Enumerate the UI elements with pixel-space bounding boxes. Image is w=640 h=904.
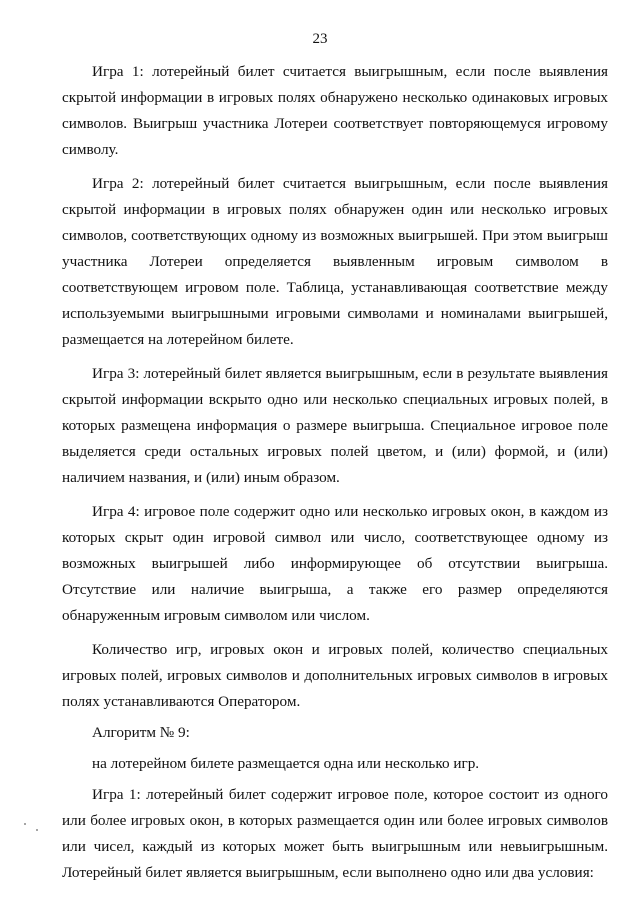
paragraph-game-1: Игра 1: лотерейный билет считается выигрышным, если после выявления скрытой информации в игровых полях обнаружено несколько одинаковых игровых символов. Выигрыш участника Лотереи соответствует повторяющемуся игровому символу. xyxy=(62,63,608,158)
paragraph-algorithm-game-1: Игра 1: лотерейный билет содержит игровое поле, которое состоит из одного или более игровых окон, в которых размещается один или более игровых символов или чисел, каждый из которых может быть выигрышным или невыигрышным. Лотерейный билет является выигрышным, если выполнено одно или два условия: xyxy=(62,786,608,881)
page-number: 23 xyxy=(312,31,328,47)
paragraph-game-2: Игра 2: лотерейный билет считается выигрышным, если после выявления скрытой информации в игровых полях обнаружен один или несколько игровых символов, соответствующих одному из возможных выигрышей. При этом выигрыш участника Лотереи определяется выявленным игровым символом в соответствующем игровом поле. Таблица, устанавливающая соответствие между используемыми выигрышными игровыми символами и номиналами выигрышей, размещается на лотерейном билете. xyxy=(62,175,608,348)
paragraph-algorithm-intro: на лотерейном билете размещается одна или несколько игр. xyxy=(92,755,480,772)
paragraph-game-3: Игра 3: лотерейный билет является выигрышным, если в результате выявления скрытой информации вскрыто одно или несколько специальных игровых полей, в которых размещена информация о размере выигрыша. Специальное игровое поле выделяется среди остальных игровых полей цветом, и (или) формой, и (или) наличием названия, и (или) иным образом. xyxy=(62,365,608,486)
paragraph-algorithm-heading: Алгоритм № 9: xyxy=(92,724,190,741)
paragraph-counts: Количество игр, игровых окон и игровых полей, количество специальных игровых полей, игровых символов и дополнительных игровых символов в игровых полях устанавливаются Оператором. xyxy=(62,641,608,710)
paragraph-game-4: Игра 4: игровое поле содержит одно или несколько игровых окон, в каждом из которых скрыт один игровой символ или число, соответствующее одному из возможных выигрышей либо информирующее об отсутствии выигрыша. Отсутствие или наличие выигрыша, а также его размер определяются обнаруженным игровым символом или числом. xyxy=(62,503,608,624)
body-text xyxy=(62,59,608,886)
scan-speck xyxy=(36,829,38,831)
scan-speck xyxy=(24,823,26,825)
